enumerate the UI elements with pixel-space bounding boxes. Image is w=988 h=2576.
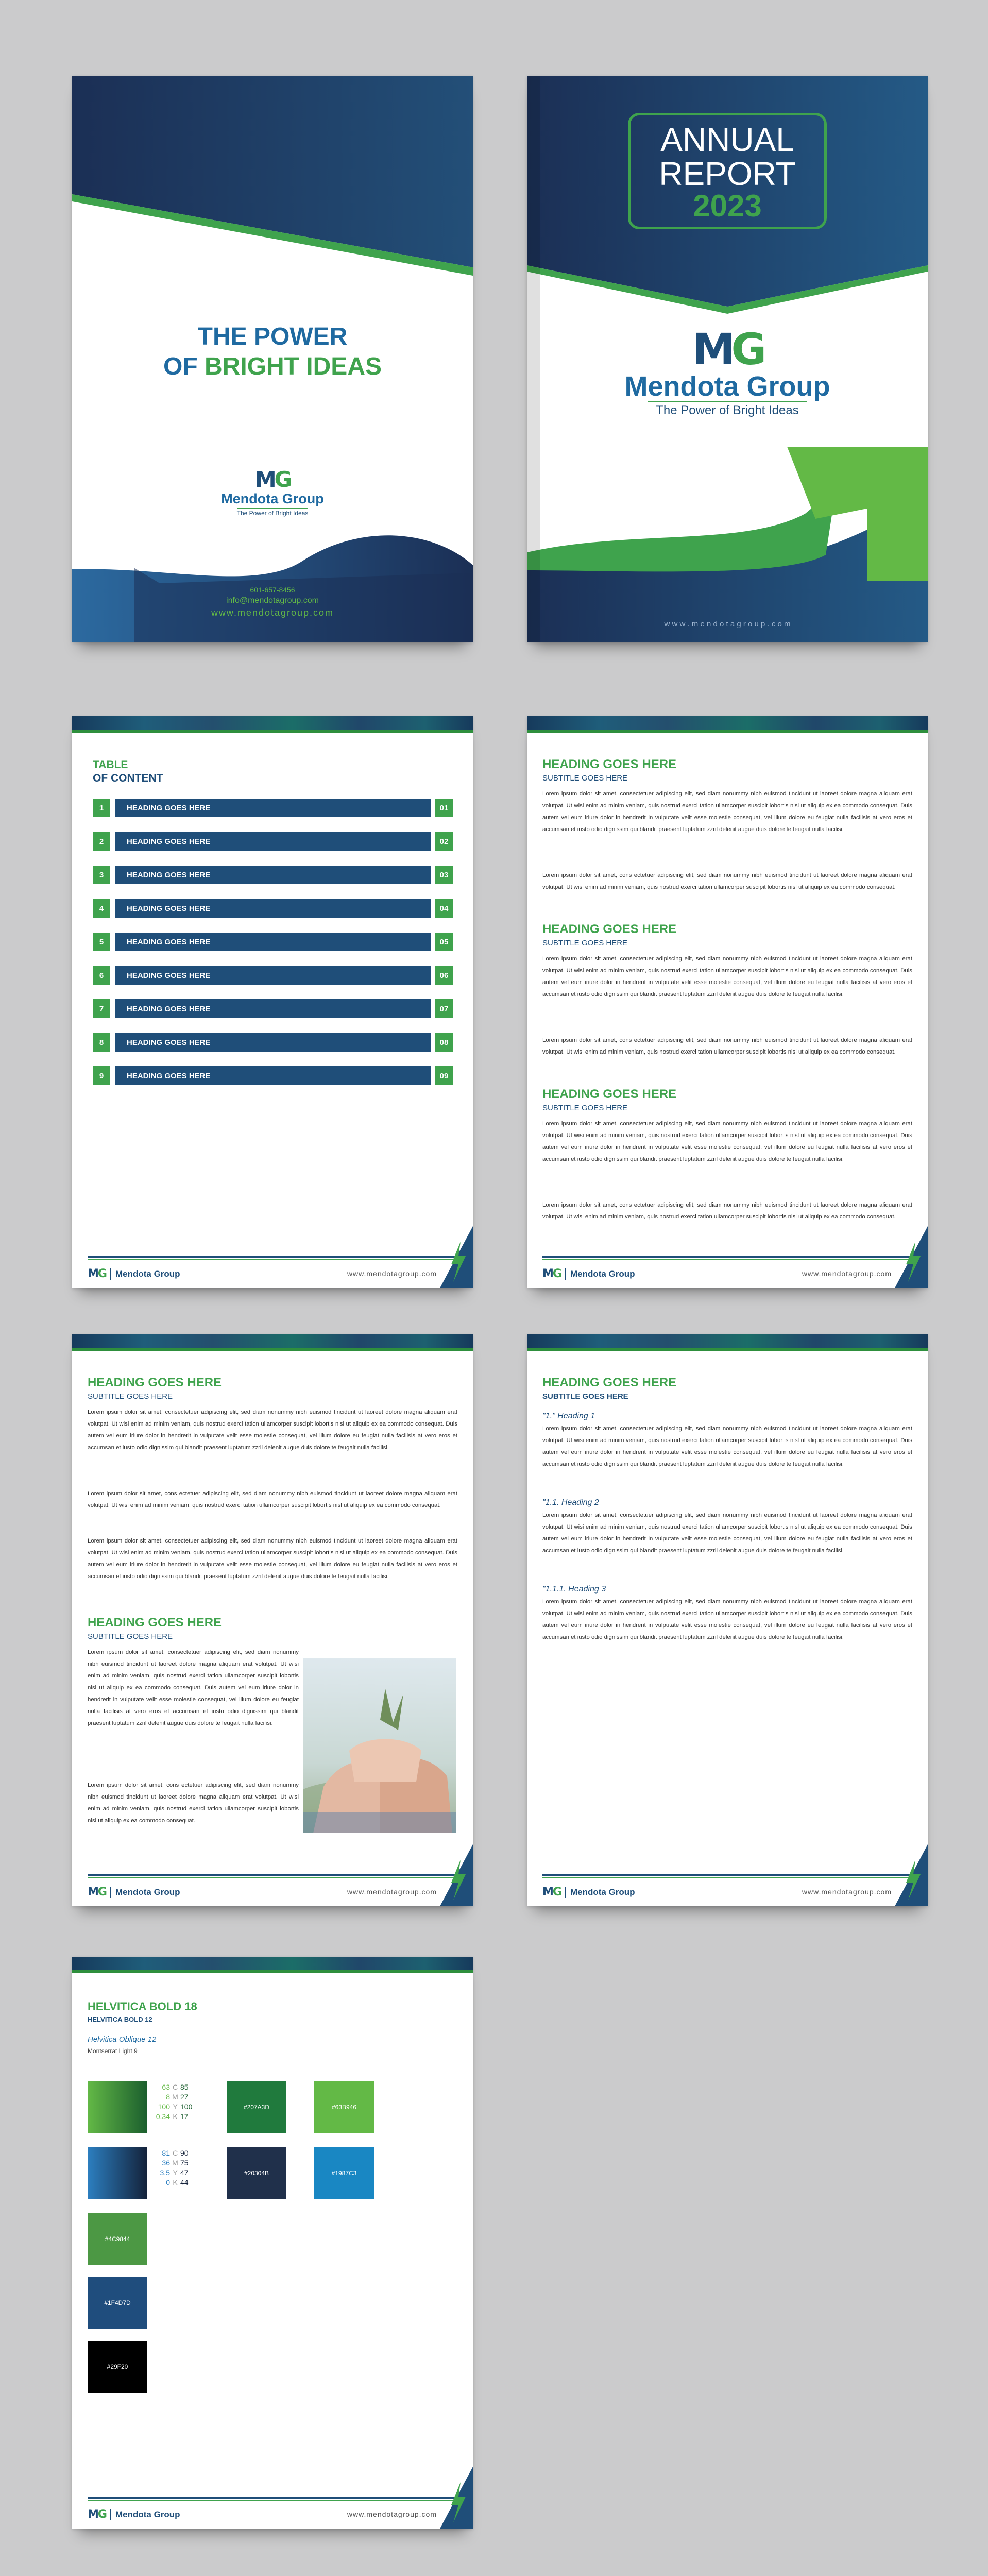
body-paragraph: Lorem ipsum dolor sit amet, consectetuer adipiscing elit, sed diam nonummy nibh euismod tincidunt ut laoreet dolore magna aliquam erat volutpat. Ut wisi enim ad minim veniam, quis nostrud exerci tation ullamcorper suscipit lobortis nisl ut aliquip ex ea commodo consequat. Duis autem vel eum iriure dolor in hendrerit in vulputate velit esse molestie consequat, vel illum dolore eu feugiat nulla facilisis at vero eros et accumsan et iusto odio dignissim qui blandit praesent luptatum zzril delenit augue duis dolore te feugait nulla facilisi. <box>542 791 912 833</box>
footer-logo: MG Mendota Group <box>88 1886 180 1899</box>
cmyk-blue: 81 C 90 36 M 75 3.5 Y 47 0 K 44 <box>160 2149 189 2187</box>
cmyk-green: 63 C 85 8 M 27 100 Y 100 0.34 K 17 <box>156 2083 193 2121</box>
header-stripe <box>527 1334 928 1348</box>
section-subtitle: SUBTITLE GOES HERE <box>542 774 628 783</box>
toc-item-page: 01 <box>435 799 453 817</box>
footer-corner <box>895 1844 928 1906</box>
headline-of: OF <box>163 353 205 380</box>
footer-url[interactable]: www.mendotagroup.com <box>802 1269 892 1278</box>
toc-item-number: 2 <box>93 832 110 851</box>
toc-title-line2: OF CONTENT <box>93 772 163 784</box>
hands-photo <box>303 1658 456 1833</box>
toc-item-label: HEADING GOES HERE <box>115 832 431 851</box>
footer-corner <box>440 2467 473 2529</box>
footer-logo: MG Mendota Group <box>88 1267 180 1280</box>
footer-logo: MG Mendota Group <box>542 1886 635 1899</box>
toc-item-label: HEADING GOES HERE <box>115 966 431 985</box>
section-heading: HEADING GOES HERE <box>88 1376 222 1389</box>
toc-item-label: HEADING GOES HERE <box>115 1066 431 1085</box>
footer-corner <box>895 1226 928 1288</box>
body-paragraph: Lorem ipsum dolor sit amet, consectetuer adipiscing elit, sed diam nonummy nibh euismod tincidunt ut laoreet dolore magna aliquam erat volutpat. Ut wisi enim ad minim veniam, quis nostrud exerci tation ullamcorper suscipit lobortis nisl ut aliquip ex ea commodo consequat. Duis autem vel eum iriure dolor in hendrerit in vulputate velit esse molestie consequat, vel illum dolore eu feugiat nulla facilisis at vero eros et accumsan et iusto odio dignissim qui blandit praesent luptatum zzril delenit augue duis dolore te feugait nulla facilisi. <box>542 1512 912 1554</box>
type-h2: HELVITICA BOLD 12 <box>88 2015 152 2023</box>
footer-url[interactable]: www.mendotagroup.com <box>347 2510 437 2518</box>
toc-item-number: 9 <box>93 1066 110 1085</box>
page-footer <box>542 1256 928 1288</box>
toc-item-page: 08 <box>435 1033 453 1052</box>
toc-item[interactable] <box>93 899 453 918</box>
section-subtitle: SUBTITLE GOES HERE <box>542 1392 628 1401</box>
contact-email[interactable]: info@mendotagroup.com <box>226 596 319 605</box>
front-cover-page <box>527 76 928 642</box>
body-paragraph: Lorem ipsum dolor sit amet, cons ectetuer adipiscing elit, sed diam nonummy nibh euismod tincidunt ut laoreet dolore magna aliquam erat volutpat. Ut wisi enim ad minim veniam, quis nostrud exerci tation ullamcorper suscipit lobortis nisl ut aliquip ex ea commodo consequat. <box>542 1037 912 1055</box>
toc-item-page: 07 <box>435 999 453 1018</box>
section-subtitle: SUBTITLE GOES HERE <box>88 1632 173 1641</box>
body-paragraph: Lorem ipsum dolor sit amet, cons ectetuer adipiscing elit, sed diam nonummy nibh euismod tincidunt ut laoreet dolore magna aliquam erat volutpat. Ut wisi enim ad minim veniam, quis nostrud exerci tation ullamcorper suscipit lobortis nisl ut aliquip ex ea commodo consequat. <box>542 1202 912 1220</box>
back-cover-page <box>72 76 473 642</box>
toc-item-page: 02 <box>435 832 453 851</box>
logo-tagline: The Power of Bright Ideas <box>648 401 807 418</box>
footer-logo: MG Mendota Group <box>542 1267 635 1280</box>
toc-item-number: 5 <box>93 933 110 951</box>
section-subtitle: SUBTITLE GOES HERE <box>88 1392 173 1401</box>
content-page-2 <box>72 1334 473 1906</box>
section-heading: HEADING GOES HERE <box>542 1087 677 1101</box>
type-h3: Helvitica Oblique 12 <box>88 2035 157 2044</box>
gradient-swatch-green <box>88 2081 147 2133</box>
footer-corner <box>440 1844 473 1906</box>
logo-monogram: MG <box>692 324 763 375</box>
footer-url[interactable]: www.mendotagroup.com <box>802 1888 892 1896</box>
toc-item[interactable] <box>93 1066 453 1085</box>
footer-url[interactable]: www.mendotagroup.com <box>347 1888 437 1896</box>
type-h1: HELVITICA BOLD 18 <box>88 2000 197 2013</box>
page-footer <box>88 1256 473 1288</box>
body-paragraph: Lorem ipsum dolor sit amet, consectetuer adipiscing elit, sed diam nonummy nibh euismod tincidunt ut laoreet dolore magna aliquam erat volutpat. Ut wisi enim ad minim veniam, quis nostrud exerci tation ullamcorper suscipit lobortis nisl ut aliquip ex ea commodo consequat. Duis autem vel eum iriure dolor in hendrerit in vulputate velit esse molestie consequat, vel illum dolore eu feugiat nulla facilisis at vero eros et accumsan et iusto odio dignissim qui blandit praesent luptatum zzril delenit augue duis dolore te feugait nulla facilisi. <box>88 1649 299 1726</box>
toc-item[interactable] <box>93 1033 453 1052</box>
content-page-3 <box>527 1334 928 1906</box>
toc-item-page: 05 <box>435 933 453 951</box>
section-heading: HEADING GOES HERE <box>542 1376 677 1389</box>
back-cover-contact <box>72 586 473 618</box>
headline-green: BRIGHT IDEAS <box>204 353 382 380</box>
report-title-line2: REPORT <box>659 155 796 192</box>
section-heading: HEADING GOES HERE <box>542 922 677 936</box>
logo-name: Mendota Group <box>624 371 830 402</box>
heading-3: "1.1.1. Heading 3 <box>542 1585 606 1594</box>
header-stripe <box>72 1957 473 1970</box>
toc-item-label: HEADING GOES HERE <box>115 1033 431 1052</box>
toc-item-label: HEADING GOES HERE <box>115 899 431 918</box>
toc-item-label: HEADING GOES HERE <box>115 999 431 1018</box>
header-stripe <box>72 1334 473 1348</box>
toc-item[interactable] <box>93 933 453 951</box>
body-paragraph: Lorem ipsum dolor sit amet, cons ectetuer adipiscing elit, sed diam nonummy nibh euismod tincidunt ut laoreet dolore magna aliquam erat volutpat. Ut wisi enim ad minim veniam, quis nostrud exerci tation ullamcorper suscipit lobortis nisl ut aliquip ex ea commodo consequat. <box>542 872 912 890</box>
toc-item-label: HEADING GOES HERE <box>115 866 431 884</box>
heading-1: "1." Heading 1 <box>542 1412 595 1420</box>
toc-item[interactable] <box>93 999 453 1018</box>
page-footer <box>88 1874 473 1906</box>
toc-item-number: 3 <box>93 866 110 884</box>
footer-url[interactable]: www.mendotagroup.com <box>347 1269 437 1278</box>
toc-item-number: 7 <box>93 999 110 1018</box>
front-cover-logo <box>527 324 928 418</box>
report-title-line1: ANNUAL <box>660 121 794 158</box>
section-heading: HEADING GOES HERE <box>542 757 677 771</box>
logo-tagline: The Power of Bright Ideas <box>237 508 309 517</box>
swatch-3: #20304B <box>227 2147 286 2199</box>
body-paragraph: Lorem ipsum dolor sit amet, consectetuer adipiscing elit, sed diam nonummy nibh euismod tincidunt ut laoreet dolore magna aliquam erat volutpat. Ut wisi enim ad minim veniam, quis nostrud exerci tation ullamcorper suscipit lobortis nisl ut aliquip ex ea commodo consequat. Duis autem vel eum iriure dolor in hendrerit in vulputate velit esse molestie consequat, vel illum dolore eu feugiat nulla facilisis at vero eros et accumsan et iusto odio dignissim qui blandit praesent luptatum zzril delenit augue duis dolore te feugait nulla facilisi. <box>542 956 912 997</box>
toc-item[interactable] <box>93 866 453 884</box>
section-subtitle: SUBTITLE GOES HERE <box>542 1104 628 1112</box>
body-paragraph: Lorem ipsum dolor sit amet, cons ectetuer adipiscing elit, sed diam nonummy nibh euismod tincidunt ut laoreet dolore magna aliquam erat volutpat. Ut wisi enim ad minim veniam, quis nostrud exerci tation ullamcorper suscipit lobortis nisl ut aliquip ex ea commodo consequat. <box>88 1490 457 1509</box>
toc-title <box>93 758 163 785</box>
swatch-4: #1987C3 <box>314 2147 374 2199</box>
header-stripe <box>527 716 928 730</box>
body-paragraph: Lorem ipsum dolor sit amet, consectetuer adipiscing elit, sed diam nonummy nibh euismod tincidunt ut laoreet dolore magna aliquam erat volutpat. Ut wisi enim ad minim veniam, quis nostrud exerci tation ullamcorper suscipit lobortis nisl ut aliquip ex ea commodo consequat. Duis autem vel eum iriure dolor in hendrerit in vulputate velit esse molestie consequat, vel illum dolore eu feugiat nulla facilisis at vero eros et accumsan et iusto odio dignissim qui blandit praesent luptatum zzril delenit augue duis dolore te feugait nulla facilisi. <box>88 1538 457 1580</box>
toc-item-page: 03 <box>435 866 453 884</box>
swatch-6: #1F4D7D <box>88 2277 147 2329</box>
swatch-1: #207A3D <box>227 2081 286 2133</box>
toc-item-page: 09 <box>435 1066 453 1085</box>
contact-phone[interactable]: 601-657-8456 <box>250 586 295 594</box>
toc-page <box>72 716 473 1288</box>
toc-item-label: HEADING GOES HERE <box>115 933 431 951</box>
toc-item[interactable] <box>93 966 453 985</box>
type-body: Montserrat Light 9 <box>88 2047 138 2055</box>
back-cover-logo <box>72 468 473 518</box>
swatch-2: #63B946 <box>314 2081 374 2133</box>
style-guide-page <box>72 1957 473 2529</box>
logo-monogram: MG <box>254 467 291 492</box>
body-paragraph: Lorem ipsum dolor sit amet, consectetuer adipiscing elit, sed diam nonummy nibh euismod tincidunt ut laoreet dolore magna aliquam erat volutpat. Ut wisi enim ad minim veniam, quis nostrud exerci tation ullamcorper suscipit lobortis nisl ut aliquip ex ea commodo consequat. Duis autem vel eum iriure dolor in hendrerit in vulputate velit esse molestie consequat, vel illum dolore eu feugiat nulla facilisis at vero eros et accumsan et iusto odio dignissim qui blandit praesent luptatum zzril delenit augue duis dolore te feugait nulla facilisi. <box>542 1121 912 1162</box>
toc-item-label: HEADING GOES HERE <box>115 799 431 817</box>
page-footer <box>542 1874 928 1906</box>
gradient-swatch-blue <box>88 2147 147 2199</box>
toc-item-number: 4 <box>93 899 110 918</box>
swatch-7: #29F20 <box>88 2341 147 2393</box>
footer-corner <box>440 1226 473 1288</box>
toc-item-page: 04 <box>435 899 453 918</box>
annual-report-badge <box>628 113 827 229</box>
header-stripe <box>72 716 473 730</box>
front-cover-website[interactable]: w w w . m e n d o t a g r o u p . c o m <box>664 620 791 629</box>
logo-name: Mendota Group <box>221 491 324 506</box>
swatch-5: #4C9844 <box>88 2213 147 2265</box>
footer-logo: MG Mendota Group <box>88 2508 180 2521</box>
content-page-1 <box>527 716 928 1288</box>
toc-title-line1: TABLE <box>93 759 128 771</box>
back-cover-headline <box>72 322 473 382</box>
contact-website[interactable]: www.mendotagroup.com <box>211 607 334 618</box>
toc-item-page: 06 <box>435 966 453 985</box>
body-paragraph: Lorem ipsum dolor sit amet, consectetuer adipiscing elit, sed diam nonummy nibh euismod tincidunt ut laoreet dolore magna aliquam erat volutpat. Ut wisi enim ad minim veniam, quis nostrud exerci tation ullamcorper suscipit lobortis nisl ut aliquip ex ea commodo consequat. Duis autem vel eum iriure dolor in hendrerit in vulputate velit esse molestie consequat, vel illum dolore eu feugiat nulla facilisis at vero eros et accumsan et iusto odio dignissim qui blandit praesent luptatum zzril delenit augue duis dolore te feugait nulla facilisi. <box>88 1409 457 1451</box>
toc-item[interactable] <box>93 799 453 817</box>
toc-item-number: 6 <box>93 966 110 985</box>
page-footer <box>88 2497 473 2529</box>
body-paragraph: Lorem ipsum dolor sit amet, consectetuer adipiscing elit, sed diam nonummy nibh euismod tincidunt ut laoreet dolore magna aliquam erat volutpat. Ut wisi enim ad minim veniam, quis nostrud exerci tation ullamcorper suscipit lobortis nisl ut aliquip ex ea commodo consequat. Duis autem vel eum iriure dolor in hendrerit in vulputate velit esse molestie consequat, vel illum dolore eu feugiat nulla facilisis at vero eros et accumsan et iusto odio dignissim qui blandit praesent luptatum zzril delenit augue duis dolore te feugait nulla facilisi. <box>542 1426 912 1467</box>
headline-line1: THE POWER <box>197 323 348 350</box>
section-heading: HEADING GOES HERE <box>88 1616 222 1630</box>
section-subtitle: SUBTITLE GOES HERE <box>542 939 628 947</box>
toc-item[interactable] <box>93 832 453 851</box>
report-year: 2023 <box>693 189 762 223</box>
heading-2: "1.1. Heading 2 <box>542 1498 599 1507</box>
toc-item-number: 8 <box>93 1033 110 1052</box>
body-paragraph: Lorem ipsum dolor sit amet, cons ectetuer adipiscing elit, sed diam nonummy nibh euismod tincidunt ut laoreet dolore magna aliquam erat volutpat. Ut wisi enim ad minim veniam, quis nostrud exerci tation ullamcorper suscipit lobortis nisl ut aliquip ex ea commodo consequat. <box>88 1782 299 1824</box>
toc-item-number: 1 <box>93 799 110 817</box>
body-paragraph: Lorem ipsum dolor sit amet, consectetuer adipiscing elit, sed diam nonummy nibh euismod tincidunt ut laoreet dolore magna aliquam erat volutpat. Ut wisi enim ad minim veniam, quis nostrud exerci tation ullamcorper suscipit lobortis nisl ut aliquip ex ea commodo consequat. Duis autem vel eum iriure dolor in hendrerit in vulputate velit esse molestie consequat, vel illum dolore eu feugiat nulla facilisis at vero eros et accumsan et iusto odio dignissim qui blandit praesent luptatum zzril delenit augue duis dolore te feugait nulla facilisi. <box>542 1599 912 1640</box>
